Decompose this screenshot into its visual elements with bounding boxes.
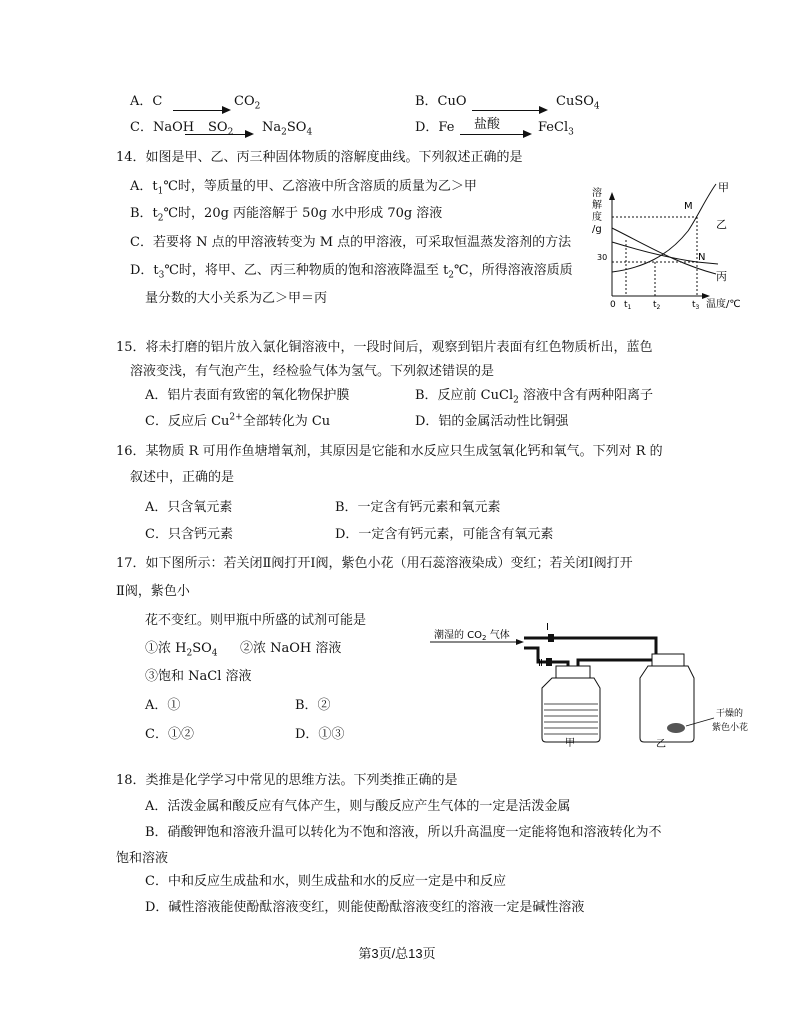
q16-stem-2: 叙述中，正确的是 — [130, 470, 235, 485]
q13-d-arrow — [460, 134, 525, 135]
flower-icon — [667, 723, 685, 733]
q13-option-c: C．NaOH — [130, 120, 195, 135]
q17-choice-1: ①浓 $H_2SO_4$ — [145, 641, 218, 659]
q17-choice-2: ②浓 NaOH 溶液 — [240, 641, 342, 656]
q14-option-c: C．若要将 N 点的甲溶液转变为 M 点的甲溶液，可采取恒温蒸发溶剂的方法 — [130, 235, 572, 250]
point-n: N — [698, 252, 706, 263]
x-tick-t2: $t_2$ — [653, 300, 661, 311]
q13-b-arrow-head — [539, 106, 548, 114]
x-tick-0: 0 — [610, 300, 616, 310]
gas-label: 潮湿的 $CO_2$ 气体 — [434, 630, 510, 642]
q18-option-d: D．碱性溶液能使酚酞溶液变红，则能使酚酞溶液变红的溶液一定是碱性溶液 — [145, 900, 585, 915]
q13-c-arrow-head — [245, 130, 254, 138]
page-footer: 第3页/总13页 — [358, 946, 436, 961]
q17-option-a: A．① — [145, 698, 181, 713]
q15-option-a: A．铝片表面有致密的氧化物保护膜 — [145, 388, 350, 403]
q13-a-arrow — [173, 110, 223, 111]
q15-stem-1: 15．将未打磨的铝片放入氯化铜溶液中，一段时间后，观察到铝片表面有红色物质析出，蓝色 — [116, 340, 653, 355]
q13-option-a: A．C — [130, 94, 163, 109]
ylabel-2: 解 — [592, 200, 602, 211]
q13-d-product: FeCl$_3$ — [538, 120, 574, 138]
q17-stem-1: 17．如下图所示：若关闭Ⅱ阀打开Ⅰ阀，紫色小花（用石蕊溶液染成）变红；若关闭Ⅰ阀打开 — [116, 556, 633, 571]
q15-stem-2: 溶液变浅，有气泡产生，经检验气体为氢气。下列叙述错误的是 — [130, 364, 495, 379]
ylabel-4: /g — [592, 224, 602, 235]
series-bing: 丙 — [716, 270, 727, 283]
solubility-chart — [588, 176, 768, 312]
q14-stem: 14．如图是甲、乙、丙三种固体物质的溶解度曲线。下列叙述正确的是 — [116, 150, 523, 165]
q18-option-b: B．硝酸钾饱和溶液升温可以转化为不饱和溶液，所以升高温度一定能将饱和溶液转化为不 — [145, 825, 662, 840]
q14-option-b: B．$t_2℃$时，20g 丙能溶解于 50g 水中形成 70g 溶液 — [130, 206, 443, 224]
q13-b-arrow — [472, 110, 540, 111]
q18-option-a: A．活泼金属和酸反应有气体产生，则与酸反应产生气体的一定是活泼金属 — [145, 799, 571, 814]
q13-a-arrow-head — [222, 106, 231, 114]
ylabel-3: 度 — [592, 212, 602, 223]
q13-option-b: B．CuO — [415, 94, 467, 109]
q16-option-d: D．一定含有钙元素，可能含有氧元素 — [335, 527, 554, 542]
x-tick-t3: $t_3$ — [692, 300, 700, 311]
q13-b-product: CuSO$_4$ — [556, 94, 600, 112]
bottle-1-stopper — [556, 666, 590, 678]
q17-choice-3: ③饱和 NaCl 溶液 — [145, 669, 252, 684]
q17-stem-3: 花不变红。则甲瓶中所盛的试剂可能是 — [145, 613, 367, 628]
q18-option-b-line2: 饱和溶液 — [116, 851, 169, 866]
q15-option-c: C．反应后 $Cu^{2+}$全部转化为 Cu — [145, 412, 331, 429]
q13-c-arrow — [185, 134, 247, 135]
ylabel-1: 溶 — [592, 188, 602, 199]
valve-1 — [548, 634, 554, 642]
bottle-2-stopper — [652, 654, 684, 666]
q16-option-a: A．只含氧元素 — [145, 500, 233, 515]
q13-c-reagent: $SO_2$ — [208, 120, 234, 138]
curve-bing — [612, 228, 716, 274]
y-tick-30: 30 — [597, 253, 608, 262]
upper-pipe — [524, 638, 656, 654]
y-axis-arrow — [609, 192, 615, 200]
q15-option-d: D．铝的金属活动性比铜强 — [415, 414, 569, 429]
valve-2-label: Ⅱ — [538, 658, 543, 669]
q15-option-b: B．反应前 CuCl$_2$ 溶液中含有两种阳离子 — [415, 388, 653, 406]
q17-option-b: B．② — [295, 698, 331, 713]
q16-stem-1: 16．某物质 R 可用作鱼塘增氧剂，其原因是它能和水反应只生成氢氧化钙和氧气。下列对 R 的 — [116, 444, 663, 459]
q17-option-c: C．①② — [145, 727, 194, 742]
series-jia: 甲 — [718, 181, 729, 194]
valve-2 — [546, 658, 552, 666]
gas-arrow-head — [516, 639, 524, 645]
q16-option-c: C．只含钙元素 — [145, 527, 233, 542]
q16-option-b: B．一定含有钙元素和氧元素 — [335, 500, 501, 515]
apparatus-figure — [428, 614, 762, 748]
q18-stem: 18．类推是化学学习中常见的思维方法。下列类推正确的是 — [116, 773, 458, 788]
q17-option-d: D．①③ — [295, 727, 345, 742]
flower-label-2: 紫色小花 — [712, 723, 749, 733]
x-tick-t1: $t_1$ — [624, 300, 632, 311]
q18-option-c: C．中和反应生成盐和水，则生成盐和水的反应一定是中和反应 — [145, 874, 506, 889]
series-yi: 乙 — [716, 218, 727, 231]
point-m: M — [684, 201, 693, 212]
q14-option-d: D．$t_3℃$时，将甲、乙、丙三种物质的饱和溶液降温至 $t_2℃$，所得溶液溶质质 — [130, 263, 573, 281]
flower-label-1: 干燥的 — [716, 709, 744, 719]
valve-1-label: Ⅰ — [546, 622, 549, 633]
q14-option-a: A．$t_1℃$时，等质量的甲、乙溶液中所含溶质的质量为乙＞甲 — [130, 179, 477, 197]
q14-option-d-line2: 量分数的大小关系为乙＞甲＝丙 — [145, 291, 328, 306]
q13-d-reagent: 盐酸 — [474, 117, 501, 132]
bottle-1-label: 甲 — [565, 738, 575, 748]
q17-stem-2: Ⅱ阀，紫色小 — [116, 584, 190, 599]
q13-option-d: D．Fe — [415, 120, 455, 135]
bottle-2 — [640, 666, 694, 742]
bottle-2-label: 乙 — [656, 739, 666, 748]
q13-c-product: $Na_2SO_4$ — [262, 120, 313, 138]
q13-d-arrow-head — [523, 130, 532, 138]
q13-a-product: $CO_2$ — [234, 94, 261, 112]
xlabel: 温度/℃ — [706, 299, 741, 310]
